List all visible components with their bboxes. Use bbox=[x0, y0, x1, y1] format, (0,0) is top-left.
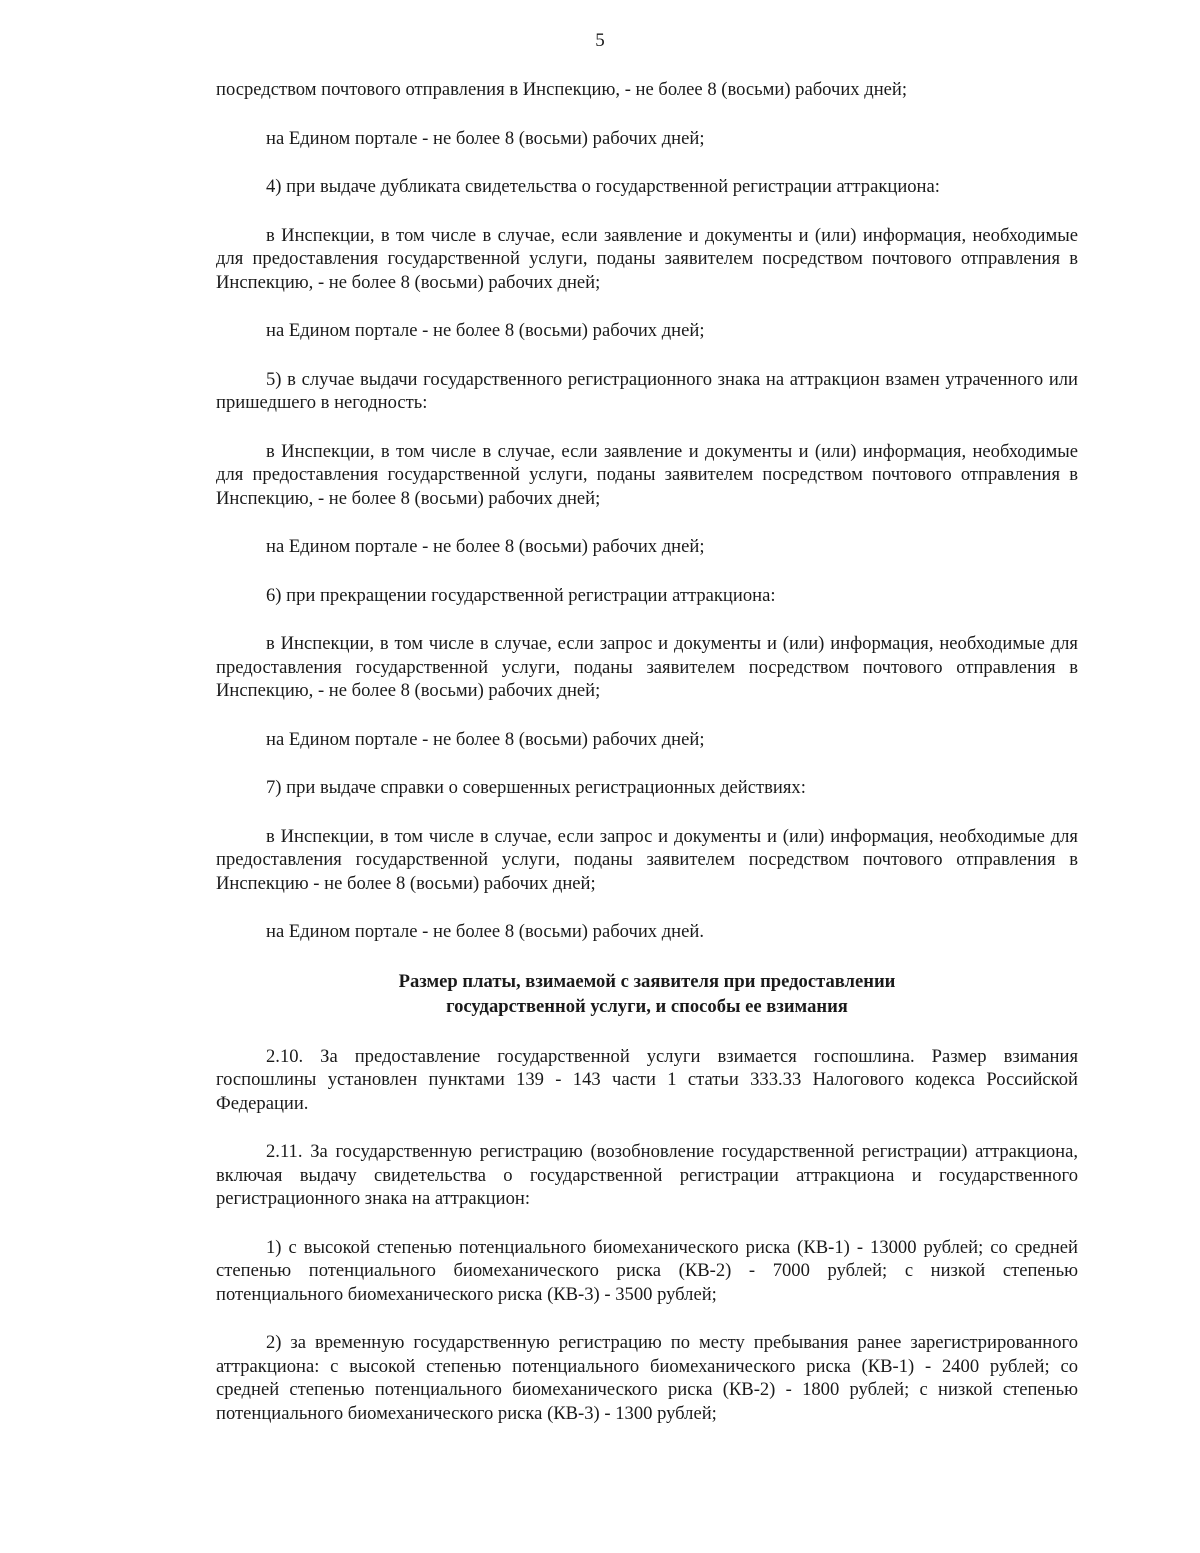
paragraph-item-7: 7) при выдаче справки о совершенных регистрационных действиях: bbox=[266, 777, 806, 798]
section-heading-line-2: государственной услуги, и способы ее взимания bbox=[446, 995, 848, 1017]
paragraph-portal-term: на Едином портале - не более 8 (восьми) рабочих дней; bbox=[266, 127, 705, 149]
paragraph-portal-term: на Едином портале - не более 8 (восьми) рабочих дней. bbox=[266, 921, 704, 942]
paragraph-portal-term: на Едином портале - не более 8 (восьми) рабочих дней; bbox=[266, 536, 705, 557]
paragraph-item-5: 5) в случае выдачи государственного регистрационного знака на аттракцион взамен утраченного или пришедшего в негодность: bbox=[216, 368, 1078, 413]
paragraph-inspection-term: в Инспекции, в том числе в случае, если заявление и документы и (или) информация, необходимые для предоставления государственной услуги, поданы заявителем посредством почтового отправления в Инспекцию, - не более 8 (восьми) рабочих дней; bbox=[216, 224, 1078, 293]
paragraph-item-4: 4) при выдаче дубликата свидетельства о государственной регистрации аттракциона: bbox=[266, 176, 940, 197]
paragraph-item-6: 6) при прекращении государственной регистрации аттракциона: bbox=[266, 584, 776, 606]
paragraph-inspection-term: в Инспекции, в том числе в случае, если запрос и документы и (или) информация, необходимые для предоставления государственной услуги, поданы заявителем посредством почтового отправления в Инспекцию, - не более 8 (восьми) рабочих дней; bbox=[216, 633, 1078, 701]
paragraph-2-10: 2.10. За предоставление государственной услуги взимается госпошлина. Размер взимания госпошлины установлен пунктами 139 - 143 части 1 статьи 333.33 Налогового кодекса Российской Федерации. bbox=[216, 1045, 1078, 1114]
paragraph-portal-term: на Едином портале - не более 8 (восьми) рабочих дней; bbox=[266, 728, 705, 750]
section-heading-line-1: Размер платы, взимаемой с заявителя при предоставлении bbox=[398, 970, 896, 992]
paragraph-fee-item-2: 2) за временную государственную регистрацию по месту пребывания ранее зарегистрированного аттракциона: с высокой степенью потенциального биомеханического риска (КВ-1) - 2400 рублей; со средней степенью потенциального биомеханического риска (КВ-2) - 1800 рублей; с низкой степенью потенциального биомеханического риска (КВ-3) - 1300 рублей; bbox=[216, 1332, 1078, 1424]
paragraph-fee-item-1: 1) с высокой степенью потенциального биомеханического риска (КВ-1) - 13000 рублей; со средней степенью потенциального биомеханического риска (КВ-2) - 7000 рублей; с низкой степенью потенциального биомеханического риска (КВ-3) - 3500 рублей; bbox=[216, 1236, 1078, 1305]
document-body bbox=[216, 78, 1078, 1450]
paragraph-continuation: посредством почтового отправления в Инспекцию, - не более 8 (восьми) рабочих дней; bbox=[216, 79, 908, 100]
paragraph-inspection-term: в Инспекции, в том числе в случае, если заявление и документы и (или) информация, необходимые для предоставления государственной услуги, поданы заявителем посредством почтового отправления в Инспекцию, - не более 8 (восьми) рабочих дней; bbox=[216, 440, 1078, 509]
paragraph-2-11: 2.11. За государственную регистрацию (возобновление государственной регистрации) аттракциона, включая выдачу свидетельства о государственной регистрации аттракциона и государственного регистрационного знака на аттракцион: bbox=[216, 1141, 1078, 1209]
paragraph-portal-term: на Едином портале - не более 8 (восьми) рабочих дней; bbox=[266, 320, 705, 341]
paragraph-inspection-term: в Инспекции, в том числе в случае, если запрос и документы и (или) информация, необходимые для предоставления государственной услуги, поданы заявителем посредством почтового отправления в Инспекцию - не более 8 (восьми) рабочих дней; bbox=[216, 825, 1078, 894]
page-number: 5 bbox=[595, 30, 605, 51]
section-heading bbox=[216, 969, 1078, 1019]
